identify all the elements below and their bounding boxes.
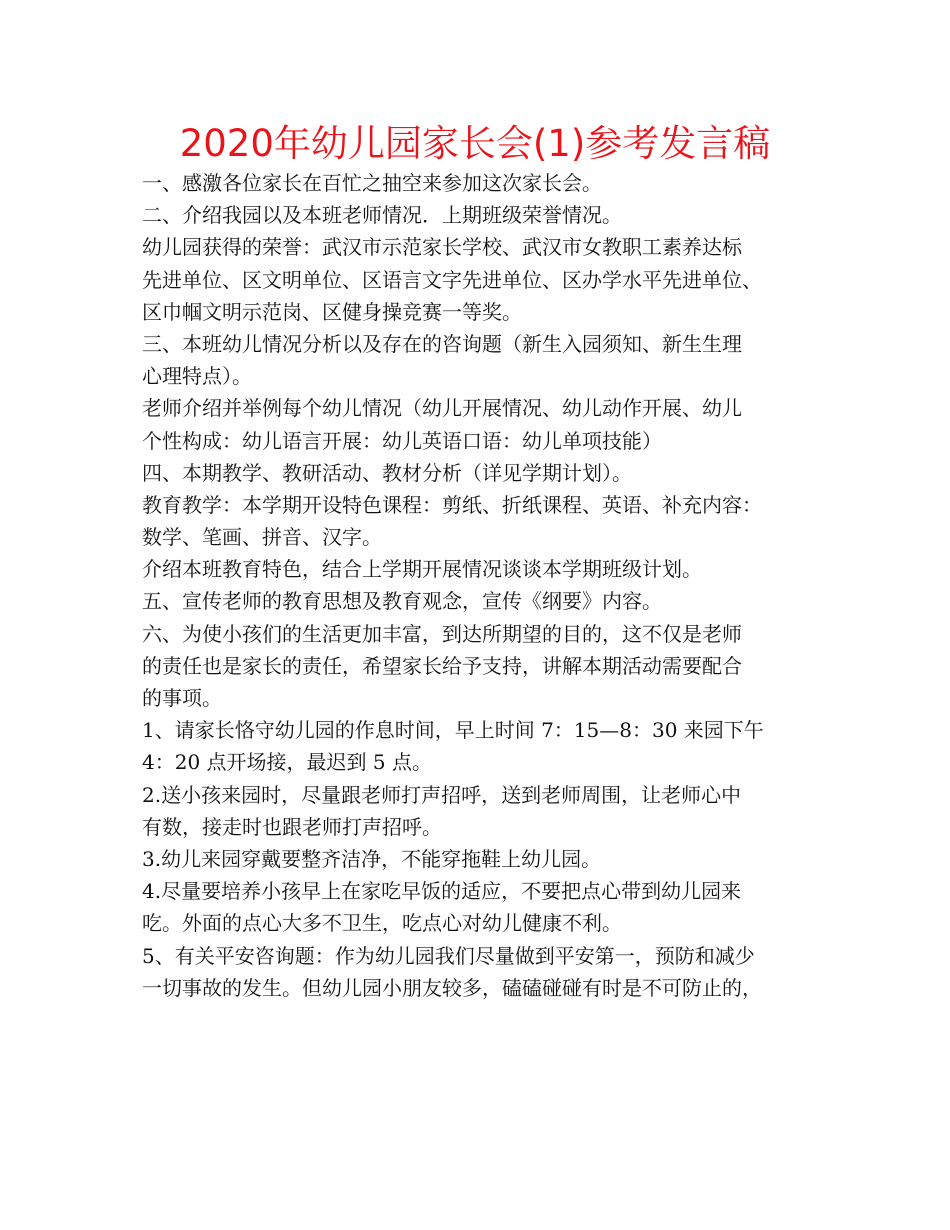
paragraph-line: 5、有关平安咨询题：作为幼儿园我们尽量做到平安第一，预防和减少: [142, 943, 755, 968]
paragraph-line: 老师介绍并举例每个幼儿情况（幼儿开展情况、幼儿动作开展、幼儿: [142, 396, 742, 421]
paragraph-line: 4.尽量要培养小孩早上在家吃早饭的适应，不要把点心带到幼儿园来: [142, 879, 742, 904]
paragraph-line: 幼儿园获得的荣誉：武汉市示范家长学校、武汉市女教职工素养达标: [142, 235, 742, 260]
document-title: 2020年幼儿园家长会(1)参考发言稿: [179, 122, 771, 165]
document-body: [142, 167, 832, 1004]
paragraph-line: 数学、笔画、拼音、汉字。: [142, 525, 382, 550]
paragraph-line: 区巾帼文明示范岗、区健身操竞赛一等奖。: [142, 299, 522, 324]
paragraph-line: 介绍本班教育特色，结合上学期开展情况谈谈本学期班级计划。: [142, 557, 702, 582]
paragraph-line: 六、为使小孩们的生活更加丰富，到达所期望的目的，这不仅是老师: [142, 621, 742, 646]
paragraph-line: 2.送小孩来园时，尽量跟老师打声招呼，送到老师周围，让老师心中: [142, 782, 742, 807]
paragraph-line: 心理特点）。: [142, 364, 252, 389]
paragraph-line: 有数，接走时也跟老师打声招呼。: [142, 814, 442, 839]
paragraph-line: 的责任也是家长的责任，希望家长给予支持，讲解本期活动需要配合: [142, 653, 742, 678]
paragraph-line: 一、感激各位家长在百忙之抽空来参加这次家长会。: [142, 171, 602, 195]
paragraph-line: 一切事故的发生。但幼儿园小朋友较多，磕磕碰碰有时是不可防止的，: [142, 975, 762, 1000]
paragraph-line: 1、请家长恪守幼儿园的作息时间，早上时间 7：15—8：30 来园下午: [142, 718, 764, 743]
paragraph-line: 吃。外面的点心大多不卫生，吃点心对幼儿健康不利。: [142, 911, 622, 936]
paragraph-line: 4：20 点开场接，最迟到 5 点。: [142, 750, 432, 775]
paragraph-line: 3.幼儿来园穿戴要整齐洁净，不能穿拖鞋上幼儿园。: [142, 846, 602, 871]
paragraph-line: 教育教学：本学期开设特色课程：剪纸、折纸课程、英语、补充内容：: [142, 492, 762, 517]
paragraph-line: 的事项。: [142, 686, 222, 710]
paragraph-line: 先进单位、区文明单位、区语言文字先进单位、区办学水平先进单位、: [142, 267, 762, 292]
paragraph-line: 四、本期教学、教研活动、教材分析（详见学期计划）。: [142, 460, 632, 485]
paragraph-line: 五、宣传老师的教育思想及教育观念，宣传《纲要》内容。: [142, 589, 662, 614]
paragraph-line: 三、本班幼儿情况分析以及存在的咨询题（新生入园须知、新生生理: [142, 331, 742, 356]
paragraph-line: 二、介绍我园以及本班老师情况．上期班级荣誉情况。: [142, 203, 622, 228]
paragraph-line: 个性构成：幼儿语言开展：幼儿英语口语：幼儿单项技能）: [142, 428, 662, 453]
